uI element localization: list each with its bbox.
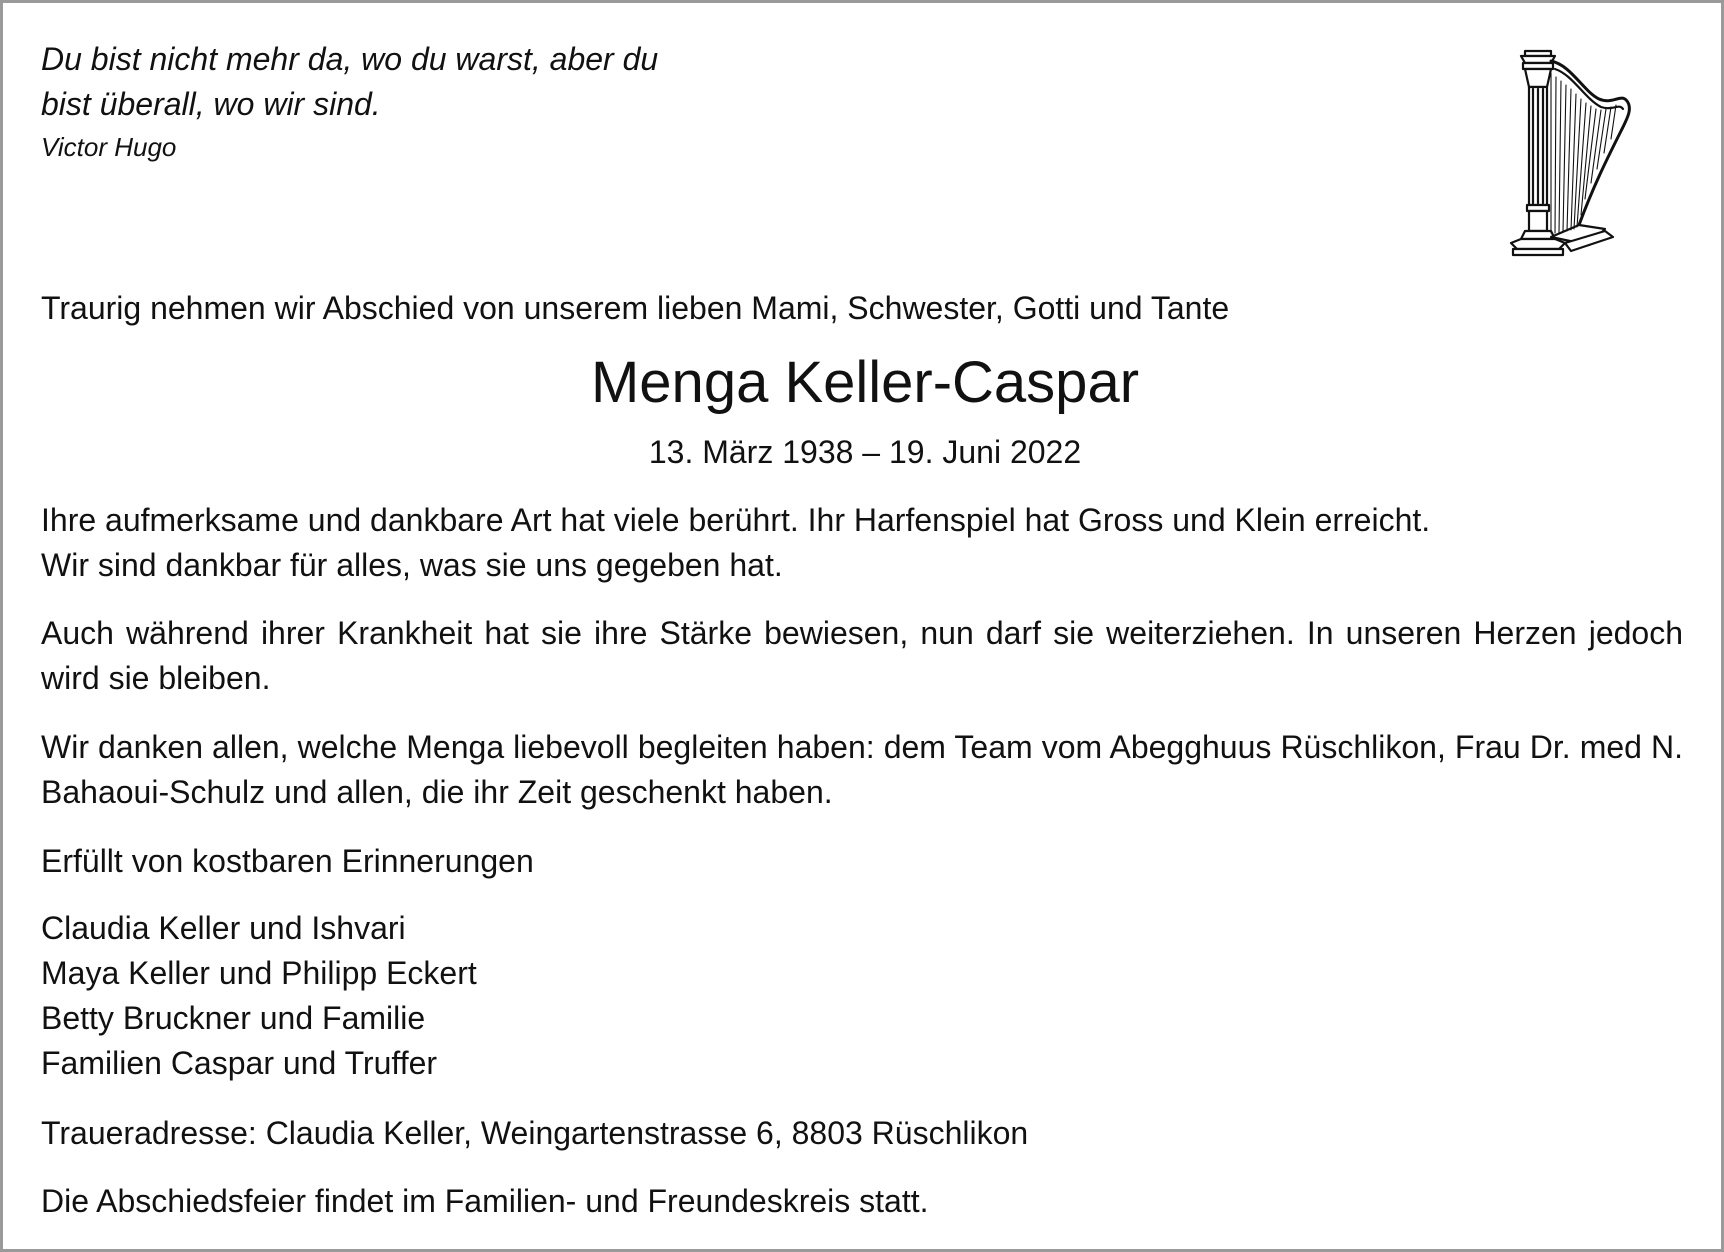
ceremony-note: Die Abschiedsfeier findet im Familien- und Freundeskreis statt. bbox=[41, 1183, 929, 1219]
quote-line: bist überall, wo wir sind. bbox=[41, 86, 381, 122]
quote-block bbox=[41, 37, 841, 167]
intro-line: Traurig nehmen wir Abschied von unserem lieben Mami, Schwester, Gotti und Tante bbox=[41, 290, 1230, 326]
paragraph-illness: Auch während ihrer Krankheit hat sie ihre Stärke bewiesen, nun darf sie weiterziehen. In unseren Herzen jedoch wird sie bleiben. bbox=[41, 615, 1683, 696]
paragraph-tribute bbox=[41, 498, 1683, 588]
signer: Claudia Keller und Ishvari bbox=[41, 910, 406, 946]
signer: Familien Caspar und Truffer bbox=[41, 1045, 438, 1081]
harp-icon bbox=[1501, 47, 1641, 271]
quote-line: Du bist nicht mehr da, wo du warst, aber du bbox=[41, 41, 659, 77]
signer: Maya Keller und Philipp Eckert bbox=[41, 955, 477, 991]
paragraph-line: Wir sind dankbar für alles, was sie uns gegeben hat. bbox=[41, 547, 783, 583]
paragraph-line: Ihre aufmerksame und dankbare Art hat viele berührt. Ihr Harfenspiel hat Gross und Klein erreicht. bbox=[41, 502, 1431, 538]
signers-list bbox=[41, 906, 1683, 1086]
paragraph-thanks: Wir danken allen, welche Menga liebevoll begleiten haben: dem Team vom Abegghuus Rüschlikon, Frau Dr. med N. Bahaoui-Schulz und allen, die ihr Zeit geschenkt haben. bbox=[41, 729, 1683, 810]
mourning-address: Traueradresse: Claudia Keller, Weingartenstrasse 6, 8803 Rüschlikon bbox=[41, 1115, 1029, 1151]
signer: Betty Bruckner und Familie bbox=[41, 1000, 426, 1036]
life-dates: 13. März 1938 – 19. Juni 2022 bbox=[648, 434, 1082, 470]
paragraph-memories: Erfüllt von kostbaren Erinnerungen bbox=[41, 843, 534, 879]
quote-author: Victor Hugo bbox=[41, 132, 177, 162]
deceased-name: Menga Keller-Caspar bbox=[590, 350, 1140, 415]
